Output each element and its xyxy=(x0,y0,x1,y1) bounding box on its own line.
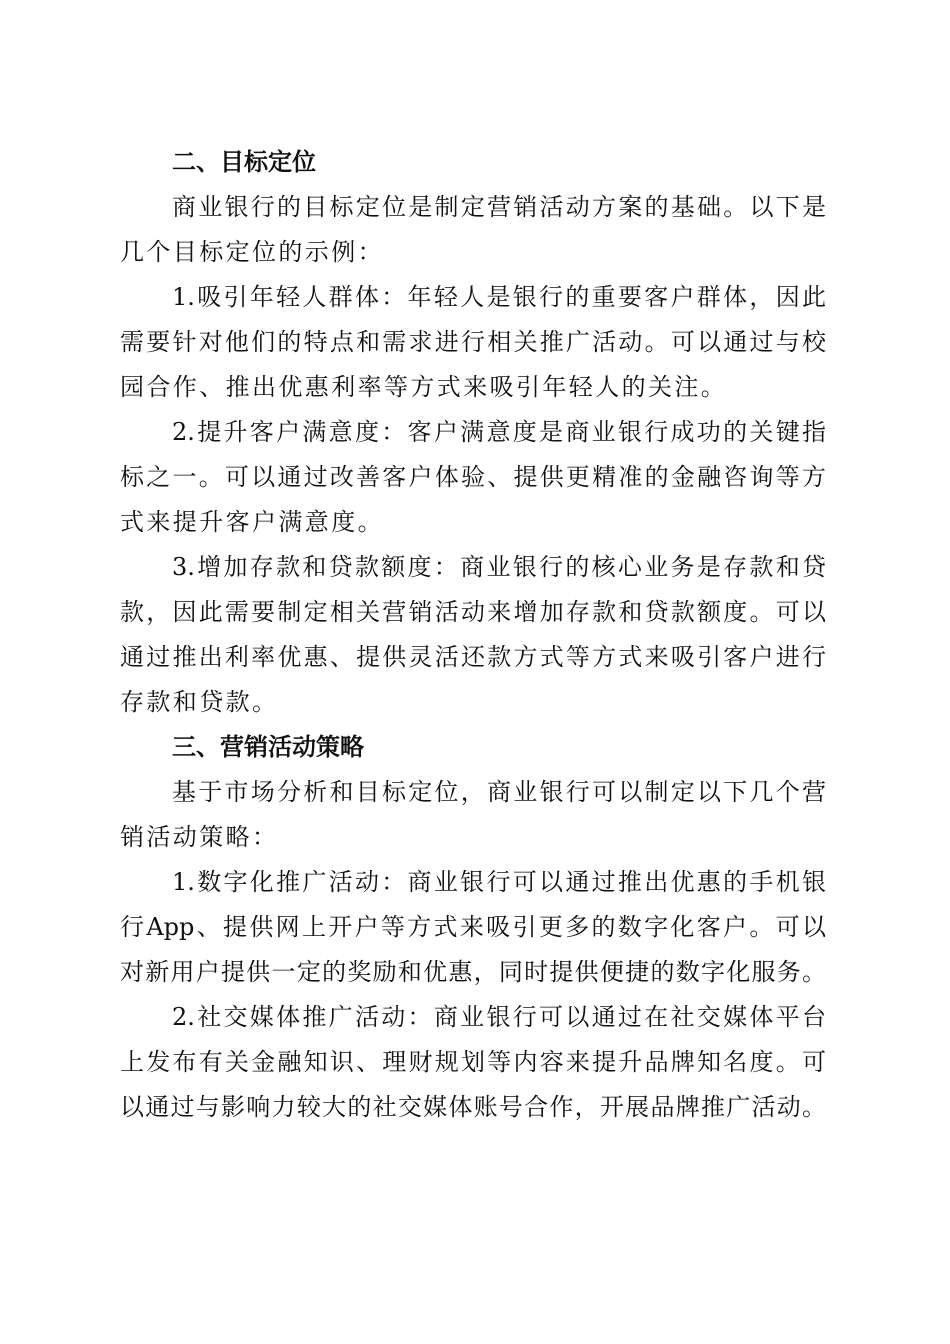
text-line: 款，因此需要制定相关营销活动来增加存款和贷款额度。可以 xyxy=(120,598,826,626)
paragraph-strategy-item-2 xyxy=(120,995,826,1130)
text-line: 1.数字化推广活动：商业银行可以通过推出优惠的手机银 xyxy=(172,868,826,896)
text-line: 2.社交媒体推广活动：商业银行可以通过在社交媒体平台 xyxy=(172,1003,826,1031)
document-page xyxy=(120,140,826,1130)
text-line: 销活动策略： xyxy=(120,823,279,851)
text-line: 几个目标定位的示例： xyxy=(120,238,384,266)
paragraph-target-intro xyxy=(120,185,826,275)
text-line: 标之一。可以通过改善客户体验、提供更精准的金融咨询等方 xyxy=(120,463,826,491)
paragraph-target-item-2 xyxy=(120,410,826,545)
text-line: 3.增加存款和贷款额度：商业银行的核心业务是存款和贷 xyxy=(172,553,826,581)
section-heading-target-positioning: 二、目标定位 xyxy=(172,148,316,176)
paragraph-target-item-1 xyxy=(120,275,826,410)
section-heading-marketing-strategy: 三、营销活动策略 xyxy=(172,733,364,761)
text-line: 行App、提供网上开户等方式来吸引更多的数字化客户。可以 xyxy=(120,913,826,941)
text-line: 需要针对他们的特点和需求进行相关推广活动。可以通过与校 xyxy=(120,328,826,356)
text-line: 商业银行的目标定位是制定营销活动方案的基础。以下是 xyxy=(172,193,826,221)
text-line: 园合作、推出优惠利率等方式来吸引年轻人的关注。 xyxy=(120,373,728,401)
text-line: 对新用户提供一定的奖励和优惠，同时提供便捷的数字化服务。 xyxy=(120,958,826,986)
paragraph-target-item-3 xyxy=(120,545,826,725)
text-line: 存款和贷款。 xyxy=(120,688,279,716)
text-line: 1.吸引年轻人群体：年轻人是银行的重要客户群体，因此 xyxy=(172,283,826,311)
paragraph-strategy-item-1 xyxy=(120,860,826,995)
text-line: 式来提升客户满意度。 xyxy=(120,508,384,536)
text-line: 以通过与影响力较大的社交媒体账号合作，开展品牌推广活动。 xyxy=(120,1093,826,1121)
text-line: 2.提升客户满意度：客户满意度是商业银行成功的关键指 xyxy=(172,418,826,446)
text-line: 上发布有关金融知识、理财规划等内容来提升品牌知名度。可 xyxy=(120,1048,826,1076)
text-line: 通过推出利率优惠、提供灵活还款方式等方式来吸引客户进行 xyxy=(120,643,826,671)
text-line: 基于市场分析和目标定位，商业银行可以制定以下几个营 xyxy=(172,778,826,806)
paragraph-strategy-intro xyxy=(120,770,826,860)
